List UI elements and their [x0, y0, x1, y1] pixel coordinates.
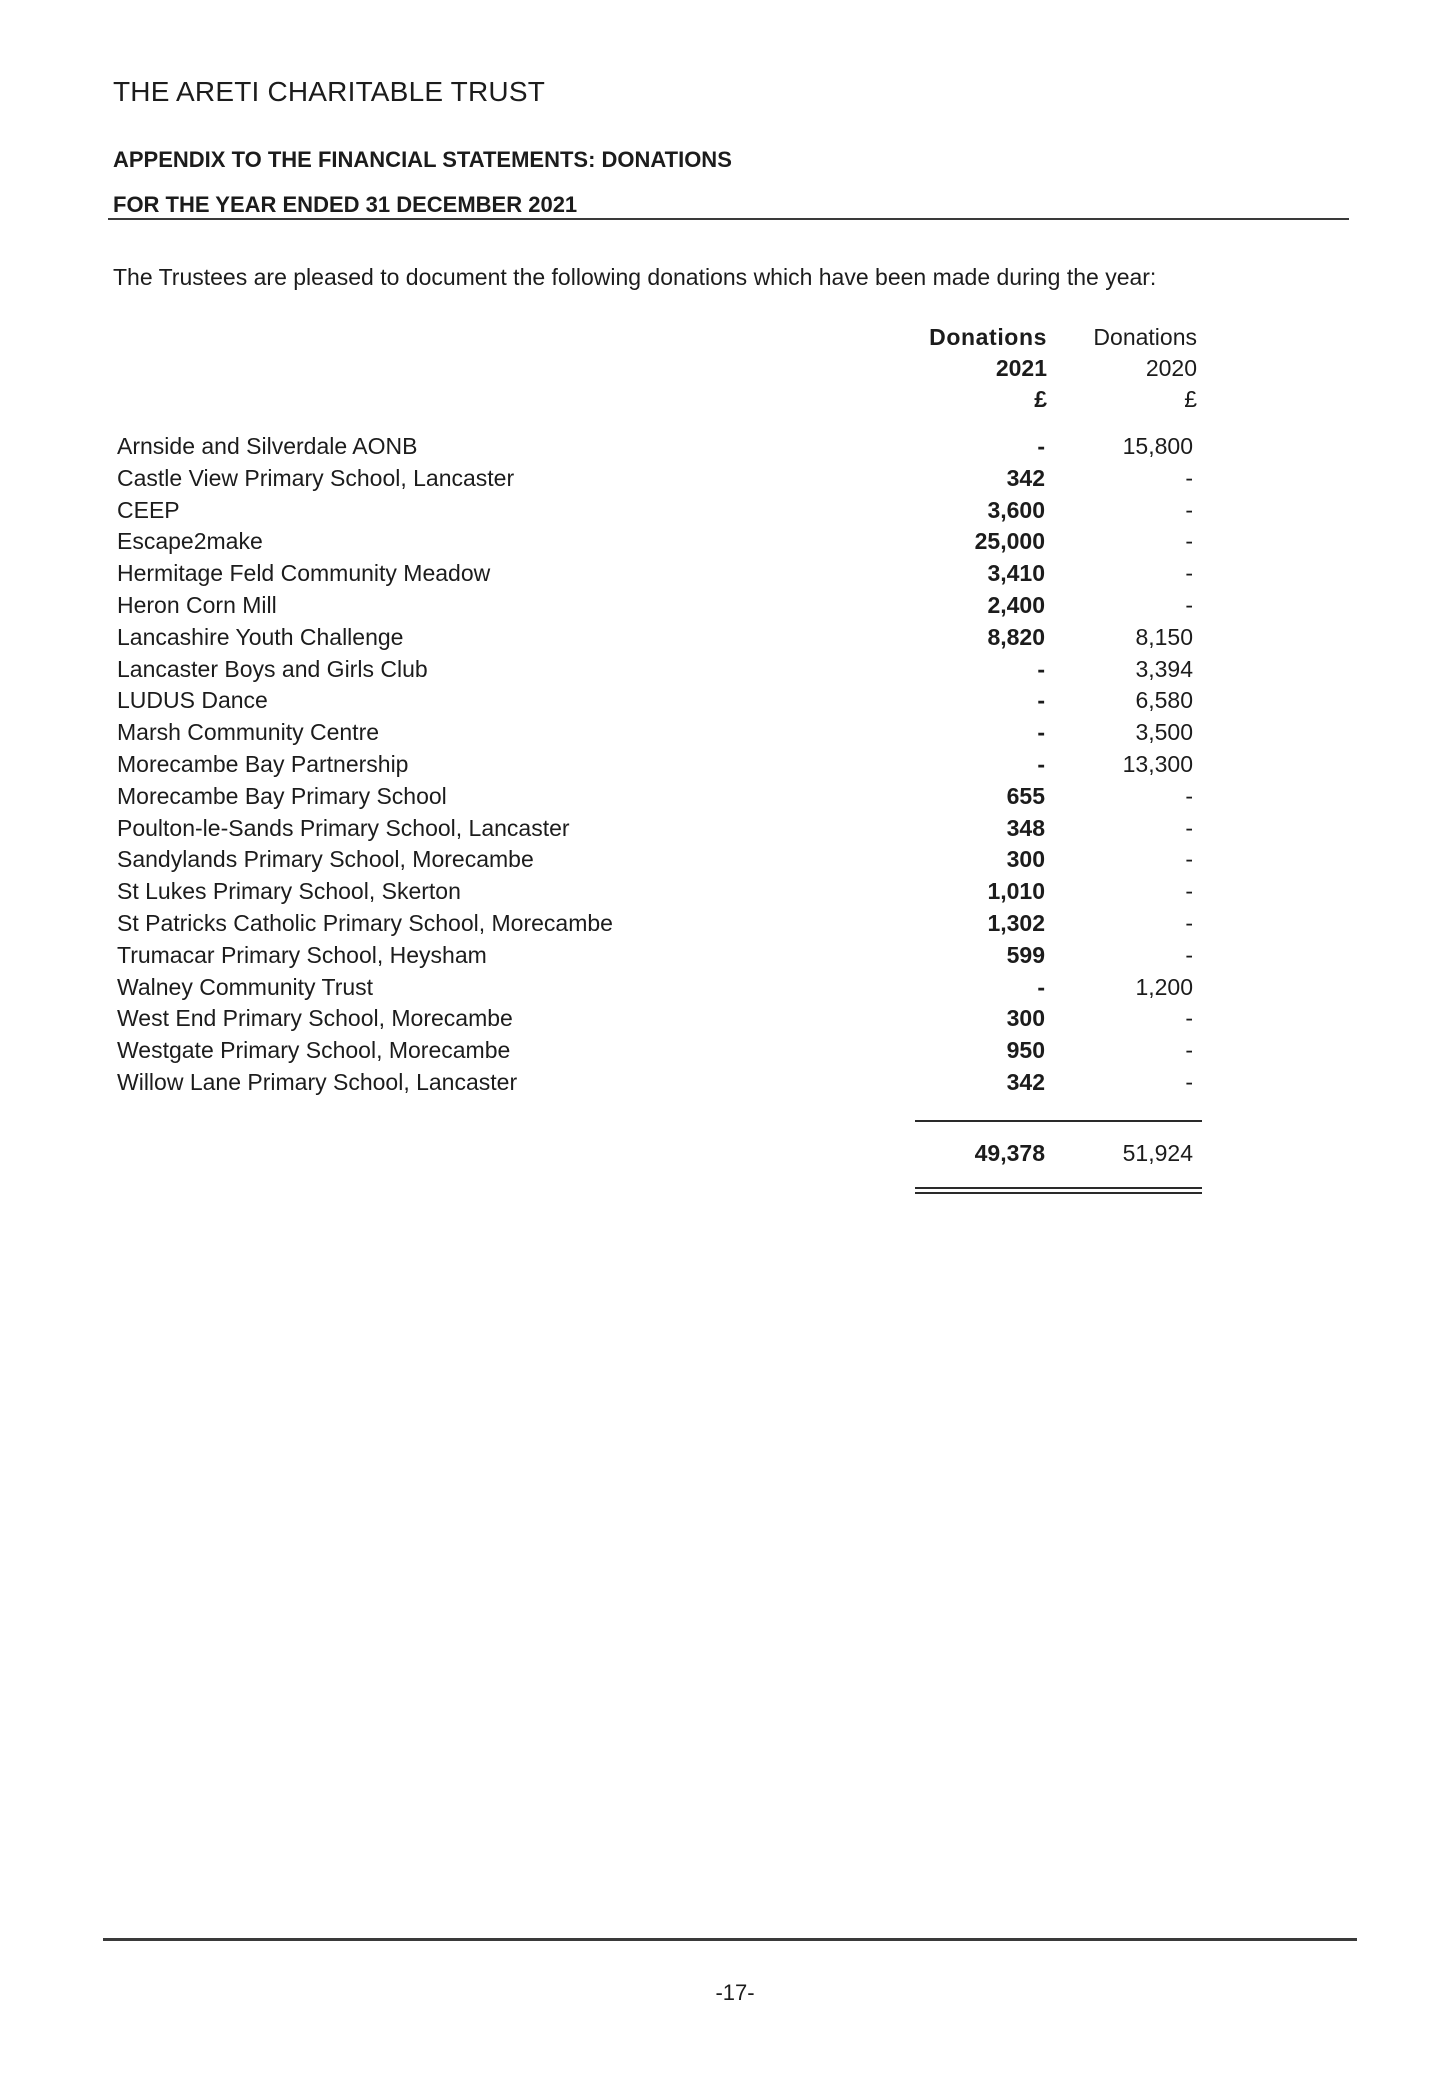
recipient-name: Trumacar Primary School, Heysham: [117, 941, 487, 968]
donation-2021: -: [1037, 433, 1045, 459]
table-row: [0, 974, 1451, 1006]
donation-2020: 15,800: [1122, 433, 1193, 459]
intro-text: The Trustees are pleased to document the following donations which have been made during the year:: [113, 264, 1157, 290]
recipient-name: Escape2make: [117, 528, 263, 555]
recipient-name: Castle View Primary School, Lancaster: [117, 464, 515, 491]
donation-2021: 599: [1006, 941, 1045, 968]
recipient-name: West End Primary School, Morecambe: [117, 1005, 513, 1032]
recipient-name: Hermitage Feld Community Meadow: [117, 560, 491, 587]
column-header-label: Donations: [929, 324, 1047, 350]
donation-2020: 8,150: [1135, 623, 1193, 650]
donation-2021: 3,410: [987, 560, 1045, 587]
footer-rule: [103, 1938, 1357, 1941]
donation-2020: -: [1185, 814, 1193, 841]
donation-2021: -: [1037, 719, 1045, 746]
donation-2020: 13,300: [1122, 750, 1193, 777]
donation-2020: -: [1185, 464, 1193, 491]
column-header-label: Donations: [1093, 324, 1197, 350]
total-rule-single: [915, 1120, 1202, 1122]
donation-2020: -: [1185, 528, 1193, 555]
recipient-name: CEEP: [117, 496, 180, 523]
table-row: [0, 942, 1451, 974]
donation-2021: 950: [1006, 1037, 1045, 1064]
header-rule: [108, 218, 1349, 220]
donation-2021: -: [1037, 750, 1045, 777]
recipient-name: Sandylands Primary School, Morecambe: [117, 846, 534, 873]
table-row: [0, 878, 1451, 910]
recipient-name: LUDUS Dance: [117, 687, 268, 714]
table-row: [0, 433, 1451, 465]
table-row: [0, 497, 1451, 529]
total-rule-double-bottom: [915, 1192, 1202, 1194]
donation-2020: -: [1185, 496, 1193, 523]
donation-2021: 655: [1006, 782, 1045, 809]
donation-2020: -: [1185, 909, 1193, 936]
recipient-name: Morecambe Bay Primary School: [117, 782, 447, 809]
column-header-currency: £: [1034, 386, 1047, 412]
donation-2021: 3,600: [987, 496, 1045, 523]
recipient-name: Heron Corn Mill: [117, 591, 277, 618]
table-row: [0, 656, 1451, 688]
donation-2020: -: [1185, 941, 1193, 968]
donation-2021: -: [1037, 655, 1045, 682]
page-number: -17-: [715, 1980, 755, 2005]
donation-2021: -: [1037, 973, 1045, 1000]
column-header-currency: £: [1184, 386, 1197, 412]
column-header-year: 2021: [995, 355, 1047, 381]
recipient-name: Lancashire Youth Challenge: [117, 623, 404, 650]
recipient-name: St Lukes Primary School, Skerton: [117, 878, 461, 905]
table-row: [0, 528, 1451, 560]
donation-2020: 6,580: [1135, 687, 1193, 714]
donation-2021: 300: [1006, 846, 1045, 873]
donation-2020: -: [1185, 1037, 1193, 1064]
donation-2020: -: [1185, 1068, 1193, 1095]
recipient-name: Walney Community Trust: [117, 973, 374, 1000]
donation-2021: 1,010: [987, 878, 1045, 905]
recipient-name: Marsh Community Centre: [117, 719, 380, 746]
table-row: [0, 465, 1451, 497]
recipient-name: Westgate Primary School, Morecambe: [117, 1037, 511, 1064]
recipient-name: St Patricks Catholic Primary School, Morecambe: [117, 909, 613, 936]
table-row: [0, 815, 1451, 847]
recipient-name: Willow Lane Primary School, Lancaster: [117, 1068, 518, 1095]
donation-2021: 342: [1006, 1068, 1045, 1095]
donation-2020: -: [1185, 878, 1193, 905]
donation-2021: 1,302: [987, 909, 1045, 936]
donation-2021: -: [1037, 687, 1045, 714]
reporting-period: FOR THE YEAR ENDED 31 DECEMBER 2021: [113, 192, 578, 217]
table-row: [0, 624, 1451, 656]
donation-2021: 300: [1006, 1005, 1045, 1032]
column-header-2021: [900, 322, 1047, 415]
document-title: THE ARETI CHARITABLE TRUST: [113, 76, 546, 107]
donation-2020: 3,394: [1135, 655, 1193, 682]
document-subtitle: APPENDIX TO THE FINANCIAL STATEMENTS: DONATIONS: [113, 147, 732, 172]
table-row: [0, 592, 1451, 624]
total-2021: 49,378: [974, 1140, 1045, 1166]
table-row: [0, 1037, 1451, 1069]
donation-2021: 25,000: [974, 528, 1045, 555]
total-2020: 51,924: [1122, 1140, 1193, 1166]
table-row: [0, 719, 1451, 751]
donation-2020: -: [1185, 846, 1193, 873]
donations-table: [0, 433, 1451, 1101]
column-header-year: 2020: [1145, 355, 1197, 381]
donation-2020: -: [1185, 591, 1193, 618]
column-header-2020: [1050, 322, 1197, 415]
donation-2020: -: [1185, 782, 1193, 809]
table-row: [0, 783, 1451, 815]
donation-2021: 342: [1006, 464, 1045, 491]
donation-2021: 348: [1006, 814, 1045, 841]
recipient-name: Poulton-le-Sands Primary School, Lancaster: [117, 814, 570, 841]
table-row: [0, 751, 1451, 783]
donation-2020: 1,200: [1135, 973, 1193, 1000]
donation-2021: 8,820: [987, 623, 1045, 650]
table-row: [0, 1069, 1451, 1101]
donation-2021: 2,400: [987, 591, 1045, 618]
recipient-name: Arnside and Silverdale AONB: [117, 433, 418, 459]
table-row: [0, 1005, 1451, 1037]
donation-2020: 3,500: [1135, 719, 1193, 746]
table-row: [0, 687, 1451, 719]
table-row: [0, 846, 1451, 878]
table-row: [0, 560, 1451, 592]
total-rule-double-top: [915, 1187, 1202, 1189]
recipient-name: Morecambe Bay Partnership: [117, 750, 409, 777]
donation-2020: -: [1185, 1005, 1193, 1032]
table-row: [0, 910, 1451, 942]
recipient-name: Lancaster Boys and Girls Club: [117, 655, 428, 682]
donation-2020: -: [1185, 560, 1193, 587]
